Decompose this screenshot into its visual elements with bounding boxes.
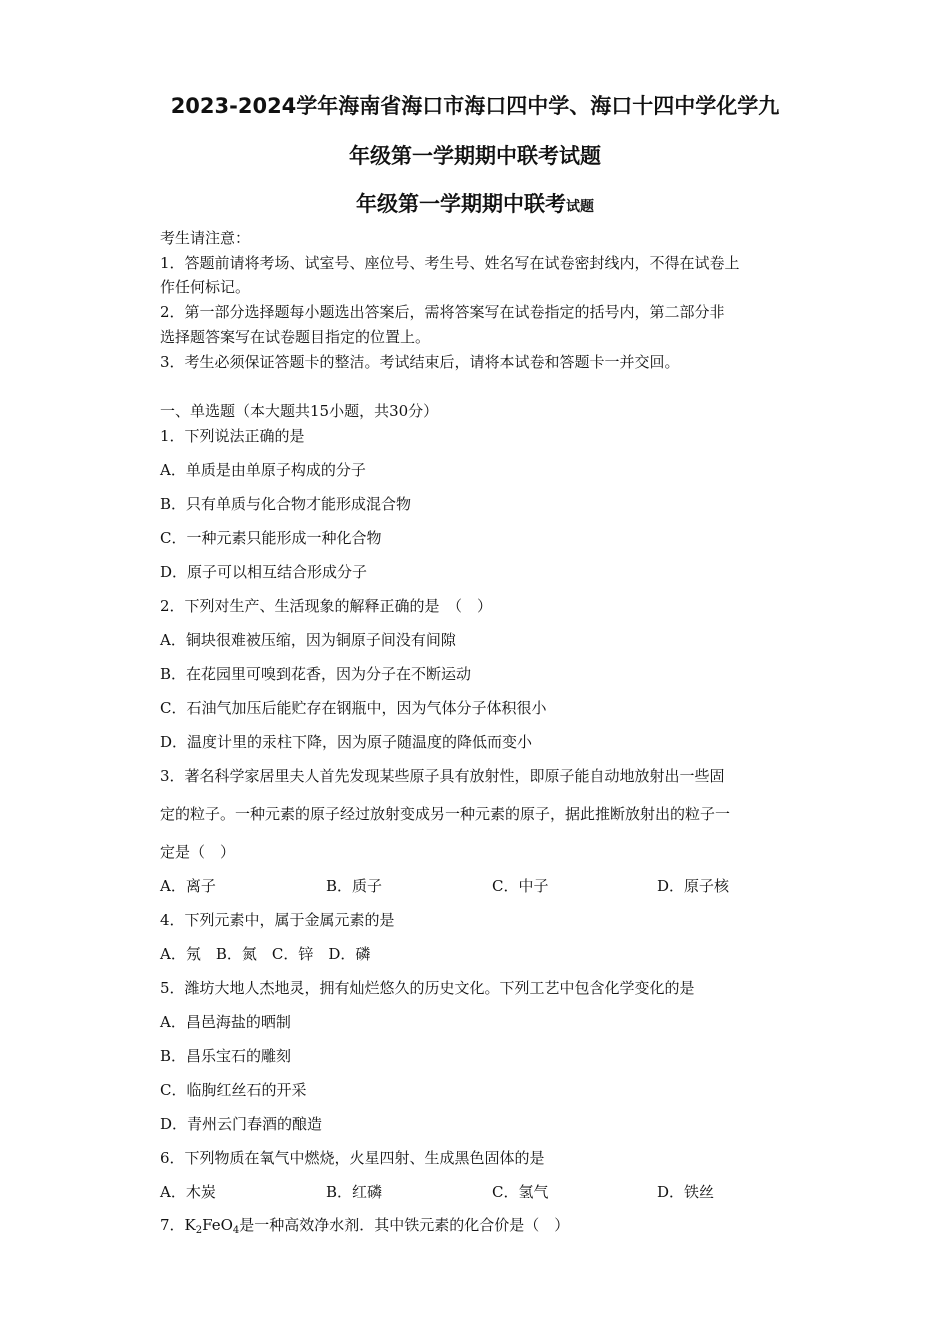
question-6-option-a: A．木炭 <box>160 1183 216 1201</box>
question-2-option-d: D．温度计里的汞柱下降，因为原子随温度的降低而变小 <box>160 733 533 751</box>
question-4-stem: 4．下列元素中，属于金属元素的是 <box>160 911 395 929</box>
notice-item: 作任何标记。 <box>160 278 251 296</box>
question-1-option-d: D．原子可以相互结合形成分子 <box>160 563 368 581</box>
question-3-stem-line: 定是（ ） <box>160 843 236 861</box>
question-2-stem: 2．下列对生产、生活现象的解释正确的是 （ ） <box>160 597 493 615</box>
question-6-option-c: C．氢气 <box>492 1183 549 1201</box>
question-1-option-b: B．只有单质与化合物才能形成混合物 <box>160 495 412 513</box>
question-7-formula-o-sub: 4 <box>232 1225 240 1236</box>
question-3-option-b: B．质子 <box>326 877 383 895</box>
question-6-option-d: D．铁丝 <box>657 1183 715 1201</box>
page-title-line3 <box>0 188 950 218</box>
question-7-formula-feo: FeO <box>202 1216 233 1234</box>
question-7-formula-k-sub: 2 <box>195 1225 203 1236</box>
question-2-option-c: C．石油气加压后能贮存在钢瓶中，因为气体分子体积很小 <box>160 699 547 717</box>
question-1-option-c: C．一种元素只能形成一种化合物 <box>160 529 382 547</box>
question-5-option-c: C．临朐红丝石的开采 <box>160 1081 307 1099</box>
question-6-option-b: B．红磷 <box>326 1183 383 1201</box>
question-1-option-a: A．单质是由单原子构成的分子 <box>160 461 366 479</box>
notice-heading: 考生请注意： <box>160 229 251 247</box>
question-2-option-b: B．在花园里可嗅到花香，因为分子在不断运动 <box>160 665 472 683</box>
question-3-stem-line: 3．著名科学家居里夫人首先发现某些原子具有放射性，即原子能自动地放射出一些固 <box>160 767 725 785</box>
question-2-option-a: A．铜块很难被压缩，因为铜原子间没有间隙 <box>160 631 456 649</box>
question-3-option-d: D．原子核 <box>657 877 730 895</box>
question-5-option-d: D．青州云门春酒的酿造 <box>160 1115 323 1133</box>
question-7-stem-text: 是一种高效净水剂．其中铁元素的化合价是（ ） <box>239 1216 570 1234</box>
question-1-stem: 1．下列说法正确的是 <box>160 427 305 445</box>
notice-item: 2．第一部分选择题每小题选出答案后，需将答案写在试卷指定的括号内，第二部分非 <box>160 303 725 321</box>
notice-item: 3．考生必须保证答题卡的整洁。考试结束后，请将本试卷和答题卡一并交回。 <box>160 353 680 371</box>
question-3-option-c: C．中子 <box>492 877 549 895</box>
page-title-line1: 2023-2024学年海南省海口市海口四中学、海口十四中学化学九 <box>170 94 780 118</box>
question-3-option-a: A．离子 <box>160 877 216 895</box>
question-5-option-b: B．昌乐宝石的雕刻 <box>160 1047 292 1065</box>
question-3-stem-line: 定的粒子。一种元素的原子经过放射变成另一种元素的原子，据此推断放射出的粒子一 <box>160 805 731 823</box>
question-7-number: 7． <box>160 1216 185 1234</box>
page-title-line3-main: 年级第一学期期中联考 <box>356 192 566 216</box>
page-title-line2: 年级第一学期期中联考试题 <box>349 144 601 168</box>
question-7-formula-k: K <box>184 1216 196 1234</box>
question-4-options: A．氖 B．氮 C．锌 D．磷 <box>160 945 371 963</box>
section-heading: 一、单选题（本大题共15小题，共30分） <box>160 402 439 420</box>
notice-item: 选择题答案写在试卷题目指定的位置上。 <box>160 328 431 346</box>
question-7-stem <box>160 1215 569 1241</box>
question-5-stem: 5．潍坊大地人杰地灵，拥有灿烂悠久的历史文化。下列工艺中包含化学变化的是 <box>160 979 695 997</box>
page-title-line3-small: 试题 <box>566 199 594 215</box>
notice-item: 1．答题前请将考场、试室号、座位号、考生号、姓名写在试卷密封线内，不得在试卷上 <box>160 254 740 272</box>
question-5-option-a: A．昌邑海盐的晒制 <box>160 1013 291 1031</box>
question-6-stem: 6．下列物质在氧气中燃烧，火星四射、生成黑色固体的是 <box>160 1149 545 1167</box>
